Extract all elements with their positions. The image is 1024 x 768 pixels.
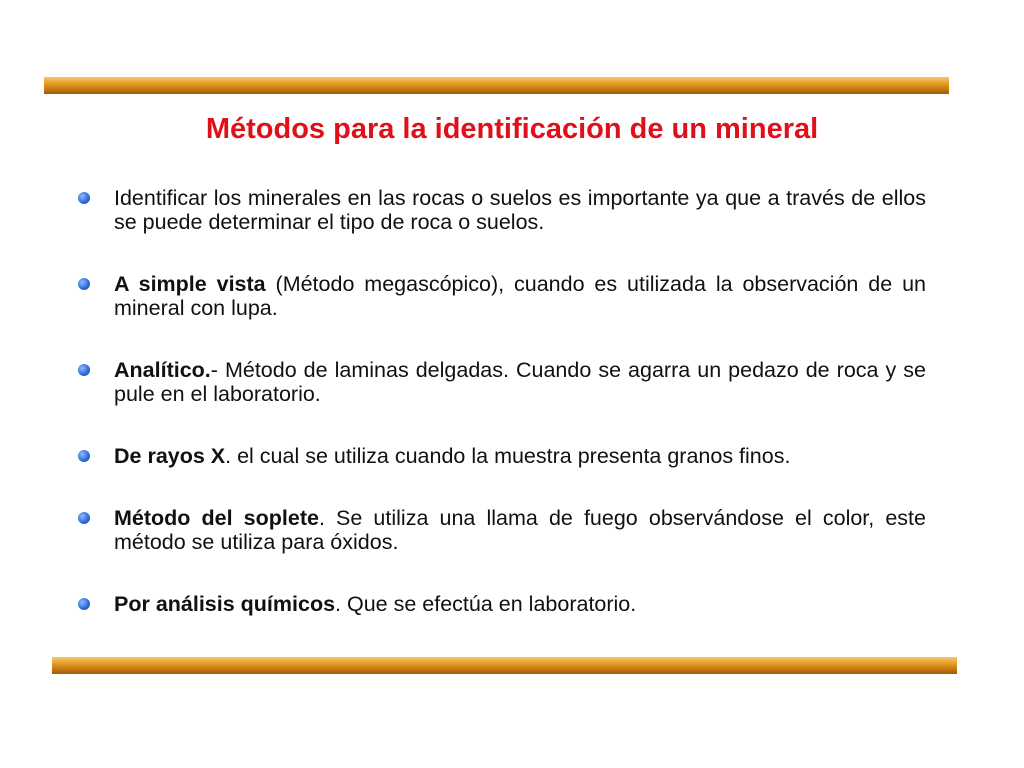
list-item <box>78 358 926 406</box>
list-item <box>78 272 926 320</box>
list-item <box>78 592 926 616</box>
item-bold: Analítico. <box>114 358 211 382</box>
item-text: Identificar los minerales en las rocas o suelos es importante ya que a través de ellos se puede determinar el tipo de roca o suelos. <box>114 186 926 234</box>
bullet-list <box>78 186 926 616</box>
top-divider-bar <box>44 77 949 94</box>
item-text: . el cual se utiliza cuando la muestra presenta granos finos. <box>225 444 791 468</box>
list-item <box>78 186 926 234</box>
bullet-icon <box>78 364 90 376</box>
item-text: - Método de laminas delgadas. Cuando se agarra un pedazo de roca y se pule en el laboratorio. <box>114 358 926 406</box>
bullet-icon <box>78 278 90 290</box>
bullet-icon <box>78 450 90 462</box>
item-bold: De rayos X <box>114 444 226 468</box>
bullet-icon <box>78 512 90 524</box>
bullet-icon <box>78 192 90 204</box>
bullet-icon <box>78 598 90 610</box>
list-item <box>78 444 926 468</box>
item-text: . Que se efectúa en laboratorio. <box>335 592 637 616</box>
item-text: . Se utiliza una llama de fuego observándose el color, este método se utiliza para óxidos. <box>114 506 926 554</box>
item-bold: Método del soplete <box>114 506 319 530</box>
slide-title: Métodos para la identificación de un mineral <box>205 113 819 145</box>
item-bold: A simple vista <box>114 272 266 296</box>
item-bold: Por análisis químicos <box>114 592 336 616</box>
item-text: (Método megascópico), cuando es utilizada la observación de un mineral con lupa. <box>114 272 926 320</box>
bottom-divider-bar <box>52 657 957 674</box>
list-item <box>78 506 926 554</box>
